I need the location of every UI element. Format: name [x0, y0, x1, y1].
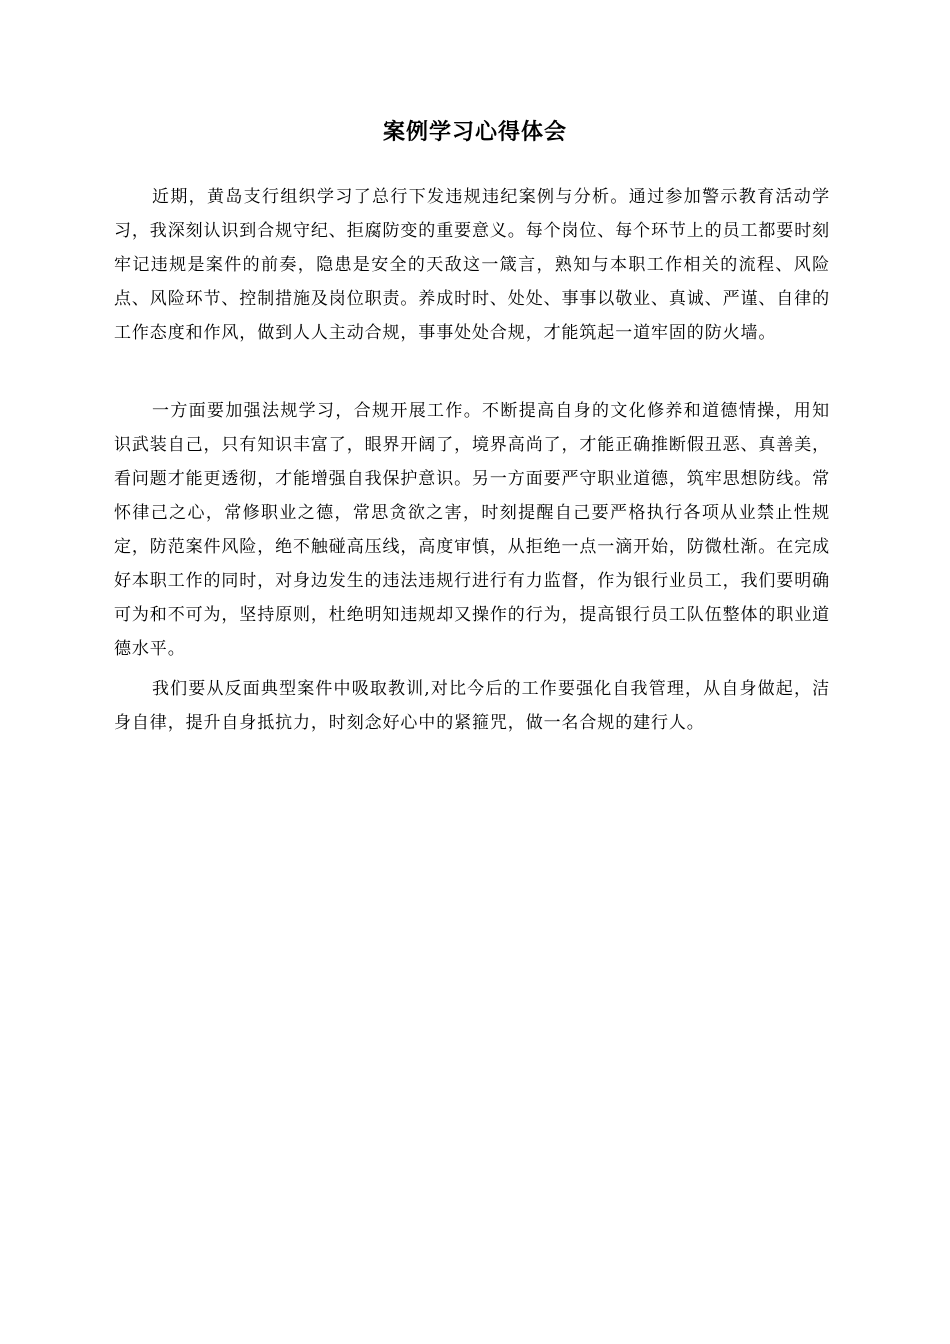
- document-title: 案例学习心得体会: [382, 119, 567, 145]
- paragraph-3: 我们要从反面典型案件中吸取教训,对比今后的工作要强化自我管理，从自身做起，洁身自律，提升自身抵抗力，时刻念好心中的紧箍咒，做一名合规的建行人。: [114, 679, 830, 733]
- paragraph-2: 一方面要加强法规学习，合规开展工作。不断提高自身的文化修养和道德情操，用知识武装自己，只有知识丰富了，眼界开阔了，境界高尚了，才能正确推断假丑恶、真善美，看问题才能更透彻，才能增强自我保护意识。另一方面要严守职业道德，筑牢思想防线。常怀律己之心，常修职业之德，常思贪欲之害，时刻提醒自己要严格执行各项从业禁止性规定，防范案件风险，绝不触碰高压线，高度审慎，从拒绝一点一滴开始，防微杜渐。在完成好本职工作的同时，对身边发生的违法违规行进行有力监督，作为银行业员工，我们要明确可为和不可为，坚持原则，杜绝明知违规却又操作的行为，提高银行员工队伍整体的职业道德水平。: [114, 401, 830, 659]
- paragraph-1: 近期，黄岛支行组织学习了总行下发违规违纪案例与分析。通过参加警示教育活动学习，我深刻认识到合规守纪、拒腐防变的重要意义。每个岗位、每个环节上的员工都要时刻牢记违规是案件的前奏，隐患是安全的天敌这一箴言，熟知与本职工作相关的流程、风险点、风险环节、控制措施及岗位职责。养成时时、处处、事事以敬业、真诚、严谨、自律的工作态度和作风，做到人人主动合规，事事处处合规，才能筑起一道牢固的防火墙。: [114, 187, 830, 343]
